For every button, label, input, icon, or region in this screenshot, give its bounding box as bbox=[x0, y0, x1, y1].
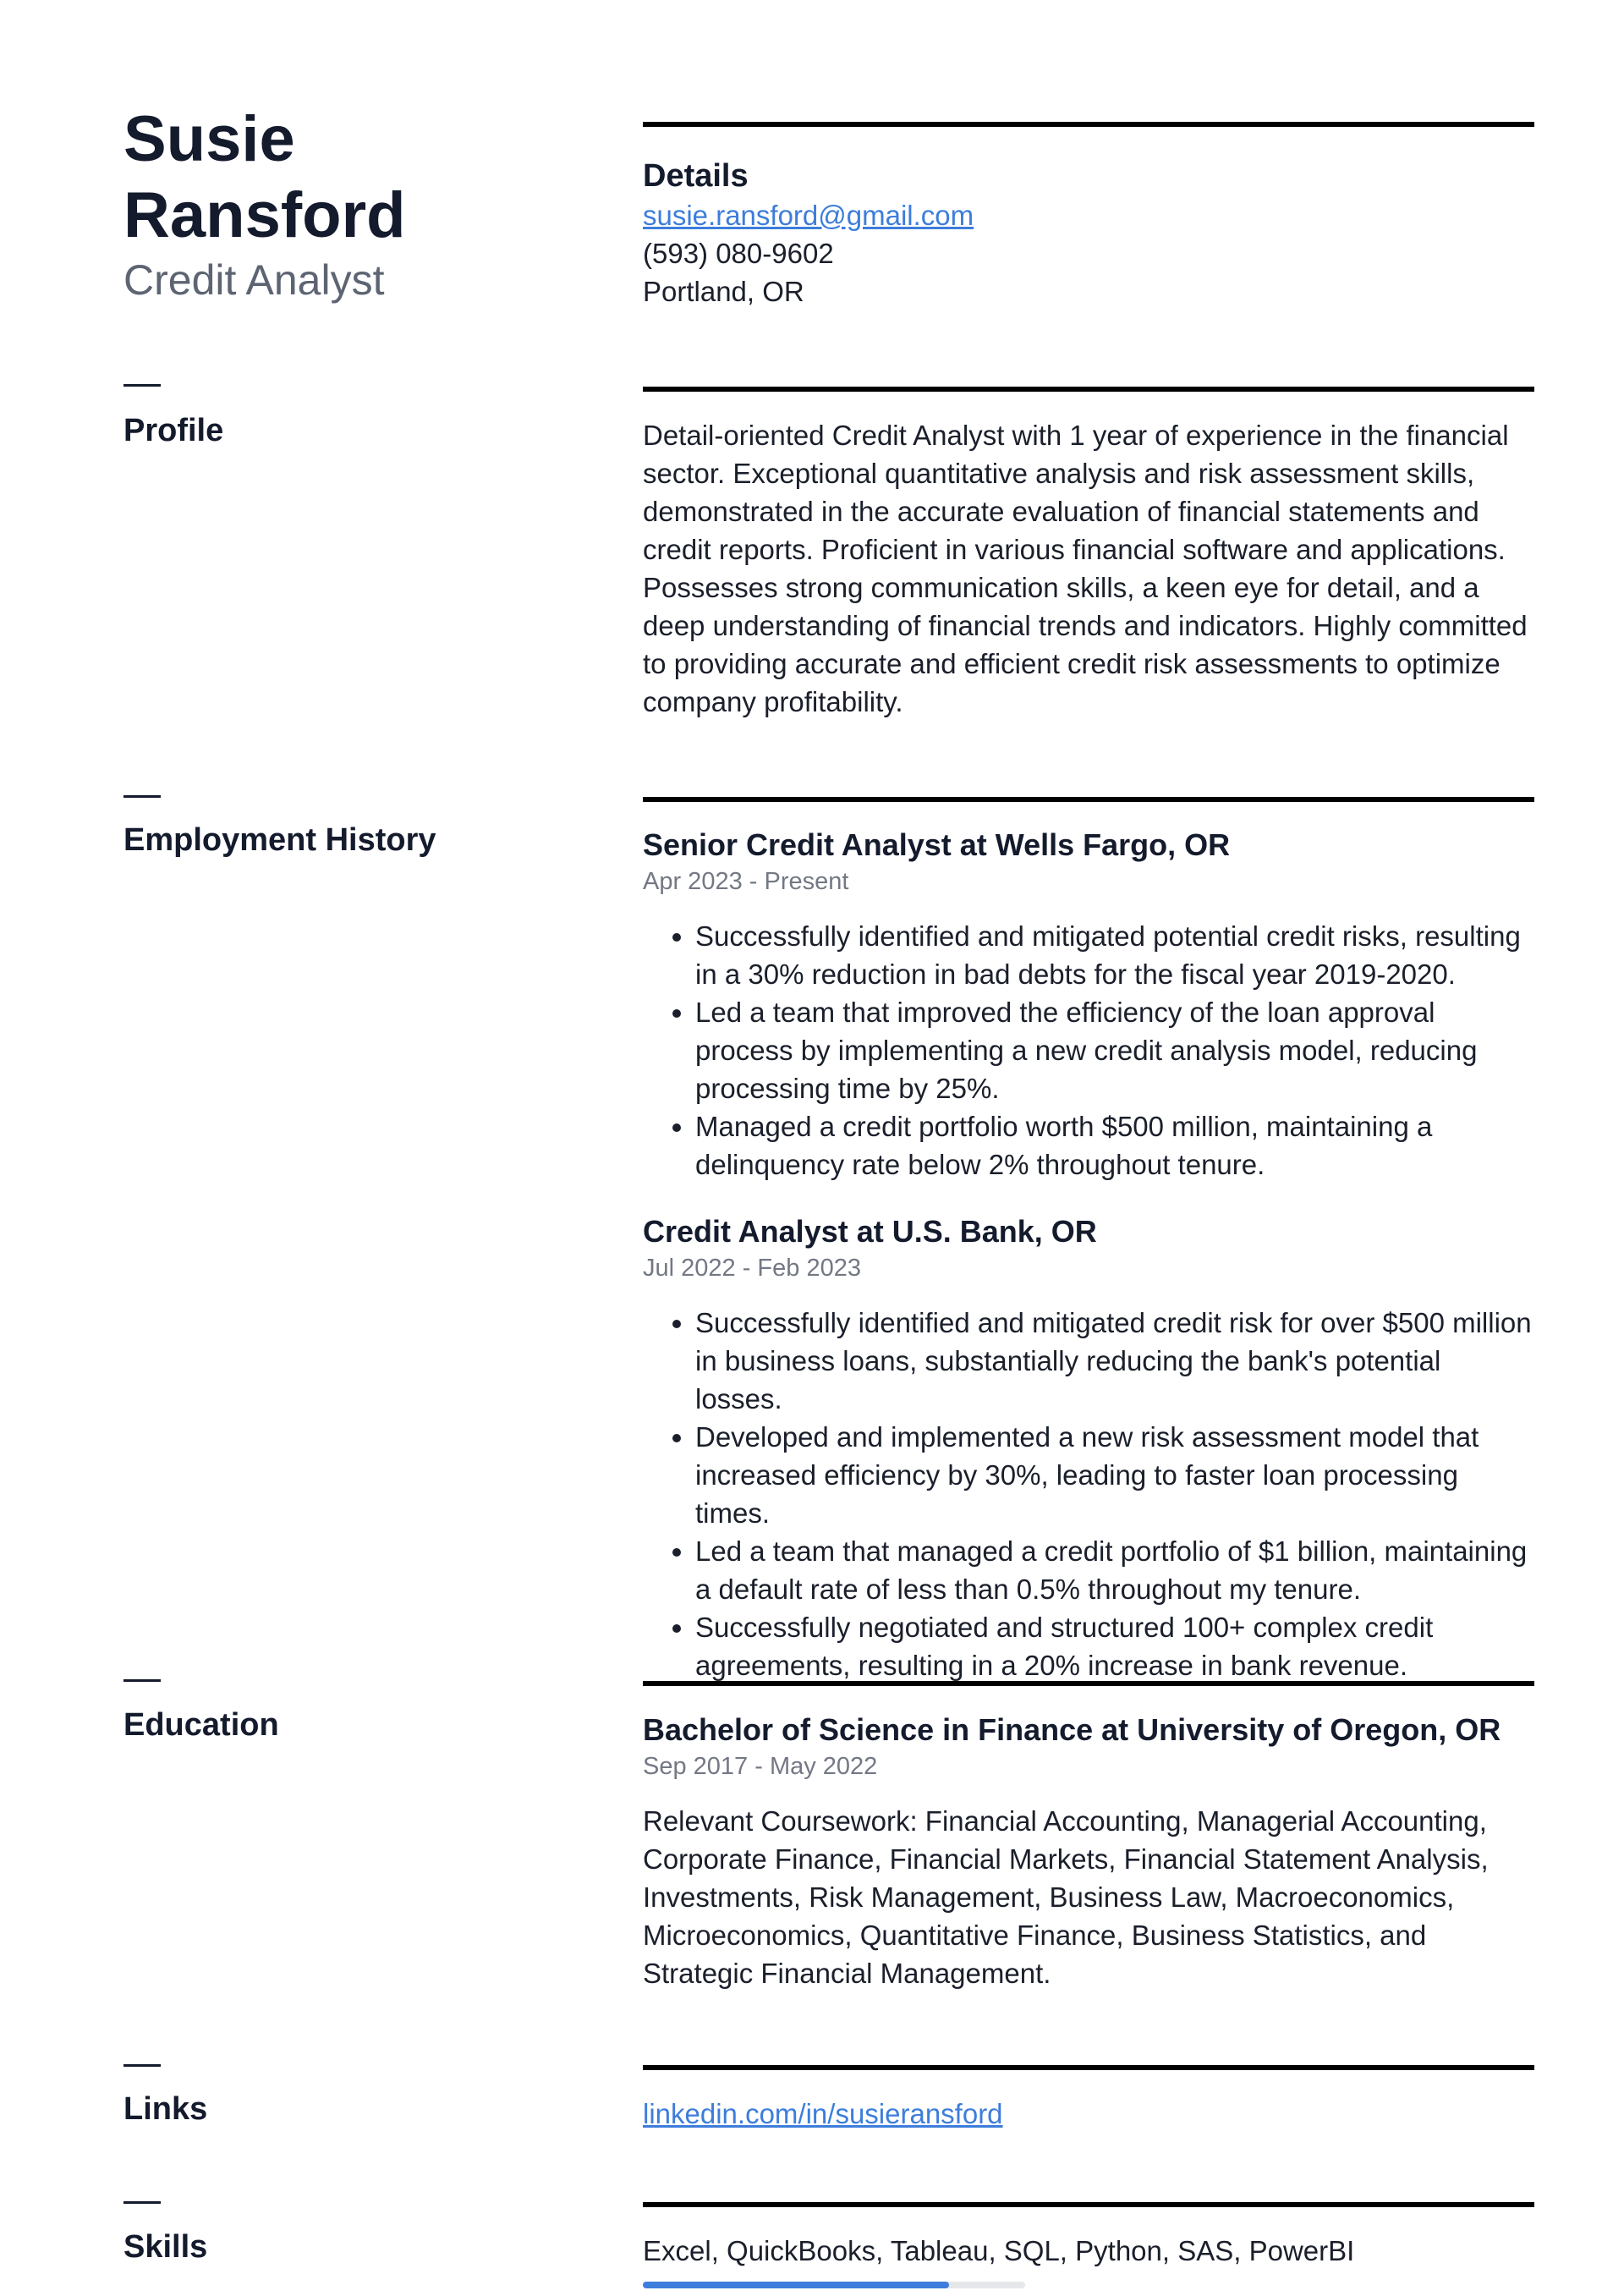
education-rule bbox=[643, 1681, 1534, 1686]
profile-dash bbox=[123, 384, 161, 387]
profile-label: Profile bbox=[123, 413, 224, 448]
list-item: • Led a team that improved the efficiency of the loan approval process by implementing a new credit analysis model, reducing processing time by 25%. bbox=[695, 993, 1534, 1107]
employment-label: Employment History bbox=[123, 822, 436, 858]
coursework-text: Relevant Coursework: Financial Accounting, Managerial Accounting, Corporate Finance, Financial Markets, Financial Statement Analysis, Investments, Risk Management, Business Law, Macroeconomics, Microeconomics, Quantitative Finance, Business Statistics, and Strategic Financial Management. bbox=[643, 1805, 1489, 1989]
skill-level-bar bbox=[643, 2282, 1025, 2288]
job-entry-2 bbox=[643, 1212, 1534, 1684]
details-rule bbox=[643, 122, 1534, 127]
employment-dash bbox=[123, 795, 161, 798]
job-bullets-2 bbox=[643, 1304, 1534, 1684]
job-title-1: Senior Credit Analyst at Wells Fargo, OR bbox=[643, 827, 1231, 862]
education-dates: Sep 2017 - May 2022 bbox=[643, 1753, 878, 1780]
name-block bbox=[123, 102, 597, 306]
list-item: • Successfully identified and mitigated credit risk for over $500 million in business loans, substantially reducing the bank's potential losses. bbox=[695, 1304, 1534, 1418]
phone: (593) 080-9602 bbox=[643, 238, 834, 269]
links-label: Links bbox=[123, 2091, 208, 2127]
links-dash bbox=[123, 2064, 161, 2067]
education-label: Education bbox=[123, 1707, 279, 1743]
first-name: Susie bbox=[123, 103, 295, 175]
job-bullets-1 bbox=[643, 917, 1534, 1184]
skill-level-fill bbox=[643, 2282, 949, 2288]
list-item: • Successfully negotiated and structured 100+ complex credit agreements, resulting in a 20% increase in bank revenue. bbox=[695, 1608, 1534, 1684]
job-title: Credit Analyst bbox=[123, 256, 385, 304]
list-item: • Developed and implemented a new risk assessment model that increased efficiency by 30%, leading to faster loan processing times. bbox=[695, 1418, 1534, 1532]
job-entry-1 bbox=[643, 826, 1534, 1184]
list-item: • Successfully identified and mitigated potential credit risks, resulting in a 30% reduction in bad debts for the fiscal year 2019-2020. bbox=[695, 917, 1534, 993]
skills-dash bbox=[123, 2201, 161, 2204]
job-title-2: Credit Analyst at U.S. Bank, OR bbox=[643, 1214, 1097, 1249]
education-dash bbox=[123, 1679, 161, 1682]
list-item: • Managed a credit portfolio worth $500 million, maintaining a delinquency rate below 2% throughout tenure. bbox=[695, 1107, 1534, 1184]
profile-text: Detail-oriented Credit Analyst with 1 year of experience in the financial sector. Exceptional quantitative analysis and risk assessment skills, demonstrated in the accurate evaluation of financial statements and credit reports. Proficient in various financial software and applications. Possesses strong communication skills, a keen eye for detail, and a deep understanding of financial trends and indicators. Highly committed to providing accurate and efficient credit risk assessments to optimize company profitability. bbox=[643, 420, 1528, 717]
linkedin-link[interactable]: linkedin.com/in/susieransford bbox=[643, 2098, 1003, 2129]
profile-rule bbox=[643, 387, 1534, 392]
employment-rule bbox=[643, 797, 1534, 802]
skills-label: Skills bbox=[123, 2229, 208, 2265]
details-section bbox=[643, 156, 1534, 310]
job-dates-2: Jul 2022 - Feb 2023 bbox=[643, 1255, 861, 1282]
profile-section bbox=[643, 416, 1534, 721]
links-rule bbox=[643, 2065, 1534, 2070]
degree-title: Bachelor of Science in Finance at University of Oregon, OR bbox=[643, 1712, 1501, 1747]
location: Portland, OR bbox=[643, 276, 804, 307]
email-link[interactable]: susie.ransford@gmail.com bbox=[643, 200, 974, 231]
job-dates-1: Apr 2023 - Present bbox=[643, 868, 849, 895]
skills-list: Excel, QuickBooks, Tableau, SQL, Python, SAS, PowerBI bbox=[643, 2235, 1355, 2266]
skills-section bbox=[643, 2232, 1534, 2270]
education-section bbox=[643, 1711, 1534, 1992]
links-section bbox=[643, 2095, 1534, 2133]
list-item: • Led a team that managed a credit portfolio of $1 billion, maintaining a default rate of less than 0.5% throughout my tenure. bbox=[695, 1532, 1534, 1608]
skills-rule bbox=[643, 2202, 1534, 2207]
details-heading: Details bbox=[643, 158, 749, 194]
last-name: Ransford bbox=[123, 179, 406, 251]
